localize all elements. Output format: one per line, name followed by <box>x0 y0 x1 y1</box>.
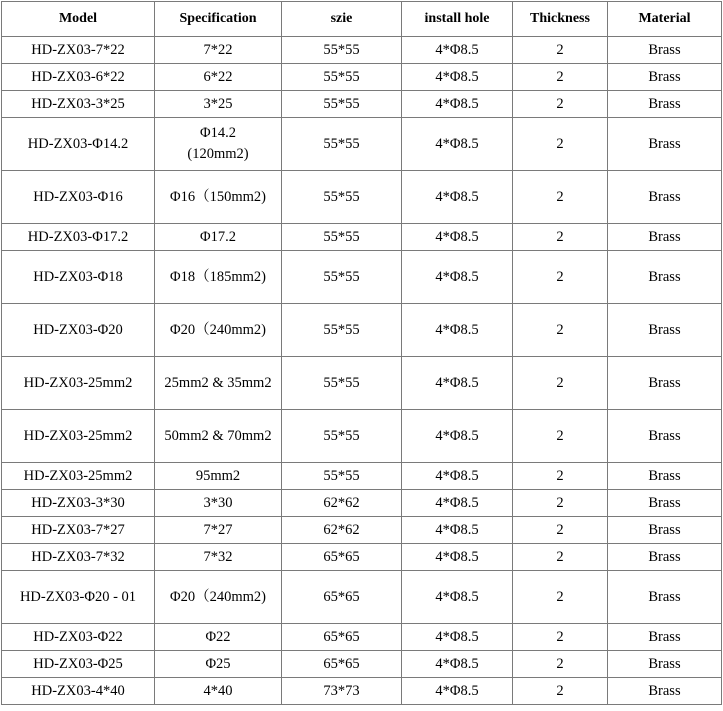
cell-install-hole: 4*Φ8.5 <box>402 463 513 490</box>
table-row <box>2 251 722 304</box>
cell-size: 55*55 <box>282 64 402 91</box>
cell-size: 55*55 <box>282 463 402 490</box>
cell-size: 55*55 <box>282 91 402 118</box>
table-row <box>2 357 722 410</box>
cell-material: Brass <box>608 37 722 64</box>
cell-install-hole: 4*Φ8.5 <box>402 91 513 118</box>
cell-material: Brass <box>608 544 722 571</box>
cell-model: HD-ZX03-Φ16 <box>2 171 155 224</box>
table-row <box>2 37 722 64</box>
cell-size: 55*55 <box>282 304 402 357</box>
cell-install-hole: 4*Φ8.5 <box>402 678 513 705</box>
cell-model: HD-ZX03-25mm2 <box>2 410 155 463</box>
table-row <box>2 624 722 651</box>
cell-install-hole: 4*Φ8.5 <box>402 357 513 410</box>
cell-model: HD-ZX03-Φ18 <box>2 251 155 304</box>
cell-model: HD-ZX03-6*22 <box>2 64 155 91</box>
cell-material: Brass <box>608 118 722 171</box>
cell-size: 55*55 <box>282 410 402 463</box>
header-material: Material <box>608 2 722 37</box>
cell-thickness: 2 <box>513 64 608 91</box>
cell-material: Brass <box>608 490 722 517</box>
cell-material: Brass <box>608 517 722 544</box>
cell-thickness: 2 <box>513 91 608 118</box>
cell-size: 65*65 <box>282 544 402 571</box>
cell-size: 55*55 <box>282 357 402 410</box>
cell-model: HD-ZX03-25mm2 <box>2 463 155 490</box>
cell-model: HD-ZX03-4*40 <box>2 678 155 705</box>
cell-thickness: 2 <box>513 37 608 64</box>
cell-thickness: 2 <box>513 304 608 357</box>
cell-size: 55*55 <box>282 224 402 251</box>
cell-install-hole: 4*Φ8.5 <box>402 571 513 624</box>
cell-model: HD-ZX03-7*32 <box>2 544 155 571</box>
cell-thickness: 2 <box>513 571 608 624</box>
cell-model: HD-ZX03-Φ14.2 <box>2 118 155 171</box>
cell-specification: 95mm2 <box>155 463 282 490</box>
cell-model: HD-ZX03-25mm2 <box>2 357 155 410</box>
header-size: szie <box>282 2 402 37</box>
table-row <box>2 64 722 91</box>
cell-material: Brass <box>608 91 722 118</box>
header-thickness: Thickness <box>513 2 608 37</box>
cell-specification: Φ20（240mm2) <box>155 571 282 624</box>
table-row <box>2 410 722 463</box>
table-row <box>2 571 722 624</box>
cell-size: 55*55 <box>282 171 402 224</box>
header-model: Model <box>2 2 155 37</box>
cell-install-hole: 4*Φ8.5 <box>402 544 513 571</box>
cell-install-hole: 4*Φ8.5 <box>402 490 513 517</box>
header-install-hole: install hole <box>402 2 513 37</box>
cell-material: Brass <box>608 224 722 251</box>
cell-specification: 3*25 <box>155 91 282 118</box>
cell-thickness: 2 <box>513 251 608 304</box>
cell-material: Brass <box>608 357 722 410</box>
cell-specification: Φ25 <box>155 651 282 678</box>
cell-material: Brass <box>608 64 722 91</box>
table-row <box>2 678 722 705</box>
cell-model: HD-ZX03-7*22 <box>2 37 155 64</box>
cell-material: Brass <box>608 651 722 678</box>
cell-thickness: 2 <box>513 651 608 678</box>
cell-specification: Φ22 <box>155 624 282 651</box>
cell-size: 65*65 <box>282 651 402 678</box>
cell-thickness: 2 <box>513 357 608 410</box>
cell-thickness: 2 <box>513 678 608 705</box>
table-row <box>2 304 722 357</box>
cell-install-hole: 4*Φ8.5 <box>402 651 513 678</box>
cell-install-hole: 4*Φ8.5 <box>402 224 513 251</box>
cell-thickness: 2 <box>513 544 608 571</box>
cell-install-hole: 4*Φ8.5 <box>402 410 513 463</box>
cell-install-hole: 4*Φ8.5 <box>402 118 513 171</box>
cell-size: 62*62 <box>282 517 402 544</box>
table-row <box>2 91 722 118</box>
table-row <box>2 463 722 490</box>
cell-material: Brass <box>608 624 722 651</box>
table-row <box>2 171 722 224</box>
cell-material: Brass <box>608 304 722 357</box>
cell-model: HD-ZX03-7*27 <box>2 517 155 544</box>
table-row <box>2 490 722 517</box>
cell-thickness: 2 <box>513 224 608 251</box>
cell-size: 55*55 <box>282 118 402 171</box>
cell-size: 55*55 <box>282 37 402 64</box>
cell-material: Brass <box>608 410 722 463</box>
cell-material: Brass <box>608 251 722 304</box>
cell-thickness: 2 <box>513 624 608 651</box>
cell-install-hole: 4*Φ8.5 <box>402 304 513 357</box>
header-row <box>2 2 722 37</box>
cell-specification: 6*22 <box>155 64 282 91</box>
cell-size: 55*55 <box>282 251 402 304</box>
cell-model: HD-ZX03-Φ17.2 <box>2 224 155 251</box>
cell-material: Brass <box>608 171 722 224</box>
cell-specification: Φ14.2 (120mm2) <box>155 118 282 171</box>
cell-specification: Φ17.2 <box>155 224 282 251</box>
cell-model: HD-ZX03-Φ22 <box>2 624 155 651</box>
cell-size: 62*62 <box>282 490 402 517</box>
cell-specification: Φ16（150mm2) <box>155 171 282 224</box>
cell-specification: Φ20（240mm2) <box>155 304 282 357</box>
cell-model: HD-ZX03-3*30 <box>2 490 155 517</box>
cell-install-hole: 4*Φ8.5 <box>402 37 513 64</box>
cell-install-hole: 4*Φ8.5 <box>402 624 513 651</box>
cell-size: 65*65 <box>282 624 402 651</box>
cell-size: 73*73 <box>282 678 402 705</box>
cell-specification: 7*32 <box>155 544 282 571</box>
cell-model: HD-ZX03-Φ25 <box>2 651 155 678</box>
product-spec-table <box>1 1 722 705</box>
cell-install-hole: 4*Φ8.5 <box>402 64 513 91</box>
cell-specification: 4*40 <box>155 678 282 705</box>
cell-thickness: 2 <box>513 118 608 171</box>
table-body <box>2 37 722 705</box>
table-row <box>2 544 722 571</box>
cell-material: Brass <box>608 463 722 490</box>
cell-thickness: 2 <box>513 410 608 463</box>
table-row <box>2 651 722 678</box>
cell-material: Brass <box>608 571 722 624</box>
cell-specification: 50mm2 & 70mm2 <box>155 410 282 463</box>
cell-model: HD-ZX03-Φ20 <box>2 304 155 357</box>
table-row <box>2 118 722 171</box>
cell-install-hole: 4*Φ8.5 <box>402 171 513 224</box>
cell-material: Brass <box>608 678 722 705</box>
cell-thickness: 2 <box>513 463 608 490</box>
cell-thickness: 2 <box>513 171 608 224</box>
header-specification: Specification <box>155 2 282 37</box>
cell-model: HD-ZX03-3*25 <box>2 91 155 118</box>
cell-size: 65*65 <box>282 571 402 624</box>
cell-specification: Φ18（185mm2) <box>155 251 282 304</box>
cell-specification: 3*30 <box>155 490 282 517</box>
cell-specification: 7*27 <box>155 517 282 544</box>
cell-install-hole: 4*Φ8.5 <box>402 251 513 304</box>
cell-specification: 25mm2 & 35mm2 <box>155 357 282 410</box>
cell-specification: 7*22 <box>155 37 282 64</box>
table-row <box>2 224 722 251</box>
cell-thickness: 2 <box>513 490 608 517</box>
cell-thickness: 2 <box>513 517 608 544</box>
table-row <box>2 517 722 544</box>
cell-install-hole: 4*Φ8.5 <box>402 517 513 544</box>
cell-model: HD-ZX03-Φ20 - 01 <box>2 571 155 624</box>
